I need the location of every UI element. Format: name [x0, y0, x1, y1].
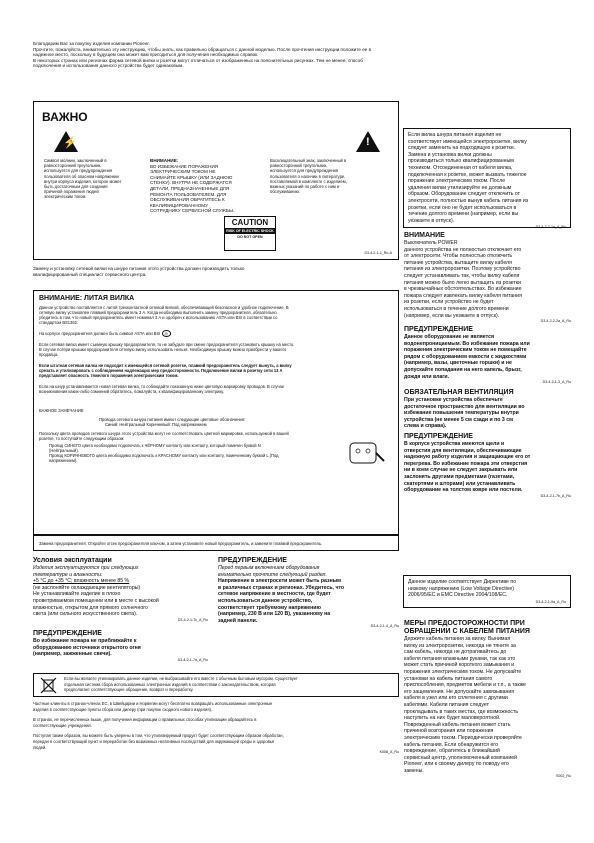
- plug-fuse-mark: На корпусе предохранителя должен быть символ ASTA или BSI ◎: [39, 331, 393, 336]
- voltage-warning: ПРЕДУПРЕЖДЕНИЕ Перед первым включением оборудования внимательно прочтите следующий раздел. Напряжение в электросети может быть разным в различных странах и регионах. Убедитесь, что сетевое напряжение в местности, где будет использоваться данное устройство, соответствует требуемому напряжению (например, 230 В или 120 В), указанному на задней панели. D3-4-2-1-4_A_Ru: [218, 557, 399, 629]
- ventilation-section: ОБЯЗАТЕЛЬНАЯ ВЕНТИЛЯЦИЯ При установке устройства обеспечьте достаточное пространство для вентиляции во избежание повышения температуры внутри устройства (не менее 5 см сзади и по 3 см слева и справа). ПРЕДУПРЕЖДЕНИЕ В корпусе устройства имеются щели и отверстия для вентиляции, обеспечивающие надежную работу изделия и защищающие его от перегрева. Во избежание пожара эти отверстия ни в коем случае не следует закрывать или заслонять другими предметами (газетами, скатертями и шторами) или устанавливать оборудование на толстом ковре или постели. D3-4-2-1-7b_A_Ru: [404, 389, 571, 498]
- operating-conditions: Условия эксплуатации Изделия эксплуатируются при следующих температуре и влажности: +5 °C до +35 °C; влажность менее 85 % (не заслоняйте охлаждающие вентиляторы) Не устанавливайте изделие в плохо проветриваемом помещении или в месте с высокой влажностью, открытом для прямого солнечного света (или сильного искусственного света). D3-4-2-1-7c_A_Ru: [33, 557, 208, 622]
- exclamation-description: Восклицательный знак, заключенный в равносторонний треугольник, используется для предупреждения пользователя о наличии в литературе, поставляемой в комплекте с изделием, важных указаний по работе с ним и обслуживанию.: [270, 158, 347, 195]
- plug-title: ВНИМАНИЕ: ЛИТАЯ ВИЛКА: [39, 295, 135, 302]
- moulded-plug-box: [33, 290, 399, 535]
- plug-paragraph-5: Если на шнур устанавливается новая сетевая вилка, то соблюдайте показанную ниже цветовую маркировку проводов. В случае возникновения каких-либо сомнений обратитесь, пожалуйста, к квалифицированному электрику.: [39, 384, 285, 394]
- lightning-description: Символ молнии, заключенный в равносторонний треугольник, используется для предупреждения пользователя об опасном напряжении внутри корпуса изделия, которое может быть достаточным для создания причиной поражения людей электрическим током.: [44, 158, 122, 200]
- water-warning: ПРЕДУПРЕЖДЕНИЕ Данное оборудование не является водонепроницаемым. Во избежание пожара или поражения электрическим током не помещайте рядом с оборудованием емкости с жидкостями (например, вазы, цветочные горшки) и не допускайте попадания на него капель, брызг, дождя или влаги. D3-4-2-1-3_A_Ru: [404, 326, 571, 385]
- plug-paragraph-1: Данное устройство поставляется с литой трехконтактной сетевой вилкой, обеспечивающей безопасное и удобное подключение. В сетевую вилку установлен плавкий предохранитель 3 А. Когда необходимо выполнить замену предохранителя, обязательно убедитесь в том, что новый предохранитель имеет номинал 3 А и одобрен к использованию ASTA или BSI в соответствии со стандартом BS1362.: [39, 305, 289, 325]
- replacement-note: Замену и установку сетевой вилки на шнуре питания этого устройства должен производить только квалифицированный специалист сервисного центра.: [33, 266, 245, 277]
- disposal-box: Если вы желаете утилизировать данное изделие, не выбрасывайте его вместе с обычным бытовым мусором. Существует отдельная система сбора использованных электронных изделий в соответствии с законодательством, которая предполагает соответствующее обращение, возврат и переработку.: [33, 673, 399, 697]
- plug-paragraph-4: Если штатная сетевая вилка не подходит к имеющейся сетевой розетке, плавкий предохранитель следует вынуть, а вилку срезать и утилизировать с соблюдением надлежащих мер предосторожности. Подключение вилки в розетку сети 13 А представляет опасность тяжелого поражения электрическим током.: [39, 363, 292, 378]
- directive-box: Данное изделие соответствует Директиве по низкому напряжению (Low Voltage Directive) 2006/95/EC и EMC Directive 2004/108/EC. D3-4-2-1-9a_A_Ru: [403, 575, 571, 608]
- fuse-replacement-box: Замена предохранителя: Откройте отсек предохранителя ключом, а затем установите новый предохранитель, и замените плавкий предохранитель.: [33, 535, 399, 551]
- exclamation-warning-icon: !: [356, 131, 380, 152]
- important-code: D3-4-2-1-1_Ru-A: [364, 251, 392, 255]
- important-title: ВАЖНО: [42, 110, 88, 124]
- disposal-text: Частные клиенты в странах-членах ЕС, в Швейцарии и Норвегии могут бесплатно возвращать использованные электронные изделия в соответствующие пункты сбора или дилеру (при покупке сходного нового изделия). В странах, не перечисленных выше, для получения информации о правильных способах утилизации обращайтесь в соответствующие учреждения. Поступая таким образом, вы можете быть уверены в том, что утилизируемый продукт будет соответствующим образом обработан, передан в соответствующий пункт и переработан без возможных негативных последствий для окружающей среды и здоровья людей. K058_A_Ru: [33, 701, 399, 755]
- plug-paragraph-3: Если сетевая вилка имеет съемную крышку предохранителя, то не забудьте при смене предохранителя установить крышку на место. В случае потери крышки предохранителя сетевую вилку использовать нельзя. Необходимую крышку можно приобрести у вашего продавца.: [39, 342, 295, 357]
- power-attention: ВНИМАНИЕ Выключатель POWER данного устройства не полностью отключает его от электросети. Чтобы полностью отключить питание устройства, вытащите вилку кабеля питания из электророзетки. Поэтому устройство следует устанавливать так, чтобы вилку кабеля питания можно было легко вытащить из розетки в чрезвычайных обстоятельствах. Во избежание пожара следует извлекать вилку кабеля питания из розетки, если устройство не будет использоваться в течение долгого времени (например, если вы уезжаете в отпуск). D3-4-2-2-2a_A_Ru: [404, 232, 571, 324]
- plug-paragraph-7: Поскольку цвета проводов сетевого шнура этого устройства могут не соответствовать цветной маркировке, используемой в вашей розетке, то поступайте следующим образом:: [39, 431, 289, 441]
- wire-colours: Провода сетевого шнура питания имеют следующие цветовые обозначения: Синий: Нейтральный Коричневый: Под напряжением: [99, 417, 246, 427]
- plug-mismatch-box: Если вилка шнура питания изделия не соответствует имеющейся электророзетке, вилку следует заменить на подходящую к розетке. Замена и установка вилки должны производиться только квалифицированным техником. Отсоединенная от кабеля вилка, подключенная к розетке, может вызвать тяжелое поражение электрическим током. После удаления вилки утилизируйте ее должным образом. Оборудование следует отключить от электросети, полностью вынув кабель питания из розетки, если оно не будет использоваться в течение долгого времени (например, если вы уезжаете в отпуск). D3-4-2-2-1a_A_Ru: [403, 128, 571, 228]
- plug-paragraph-8: Провод СИНЕГО цвета необходимо подключать к ЧЁРНОМУ контакту или контакту, который помечен буквой N (Нейтральный). Провод КОРИЧНЕВОГО цвета необходимо подключать к КРАСНОМУ контакту или контакту, помеченному буквой L (Под напряжением).: [49, 443, 279, 463]
- caution-description: ВНИМАНИЕ: ВО ИЗБЕЖАНИЕ ПОРАЖЕНИЯ ЭЛЕКТРИЧЕСКИМ ТОКОМ НЕ СНИМАЙТЕ КРЫШКУ (ИЛИ ЗАДНЮЮ СТЕНКУ). ВНУТРИ НЕ СОДЕРЖАТСЯ ДЕТАЛИ, ПРЕДНАЗНАЧЕННЫЕ ДЛЯ РЕМОНТА ПОЛЬЗОВАТЕЛЕМ. ДЛЯ ОБСЛУЖИВАНИЯ ОБРАТИТЕСЬ К КВАЛИФИЦИРОВАННОМУ СОТРУДНИКУ СЕРВИСНОЙ СЛУЖБЫ.: [150, 158, 235, 214]
- caution-label: CAUTION RISK OF ELECTRIC SHOCK DO NOT OPEN: [224, 216, 276, 251]
- lightning-warning-icon: ⚡: [54, 131, 78, 152]
- plug-diagram-icon: [344, 439, 386, 469]
- crossed-bin-icon: [40, 677, 57, 694]
- intro-text: Благодарим Вас за покупку изделия компании Pioneer. Прочтите, пожалуйста, внимательно эту инструкцию, чтобы знать, как правильно обращаться с данной моделью. После прочтения инструкции положите ее в надежное место, поскольку в будущем она может вам пригодиться для получения необходимых справок. В некоторых странах или регионах форма сетевой вилки и розетки могут отличаться от изображенных на пояснительных рисунках. Тем не менее, способ подключения и использования данного устройства будет одинаковым.: [33, 41, 372, 69]
- asta-bsi-icon: ◎: [162, 330, 172, 337]
- power-cable-section: МЕРЫ ПРЕДОСТОРОЖНОСТИ ПРИ ОБРАЩЕНИИ С КАБЕЛЕМ ПИТАНИЯ Держите кабель питания за вилку. Вынимая вилку из электророзетки, никогда не тяните за сам кабель, никогда не дотрагивайтесь до кабеля питания влажными руками, так как это может стать причиной короткого замыкания и поражения электрическим током. Не допускайте установки на кабель питания самого приспособления, предметов мебели и т.п., а также его защемления. Не допускайте завязывания кабеля в узел или его сплетения с другими кабелями. Кабели питания следует прокладывать в таких местах, где возможность наступить на них будет маловероятной. Поврежденный кабель питания может стать причиной возгорания или поражения электрическим током. Периодически проверяйте кабель питания. Если обнаружится его повреждение, обратитесь в ближайший сервисный центр, уполномоченный компанией Pioneer, или к своему дилеру по поводу его замены. S002_Ru: [404, 620, 571, 779]
- important-box: [33, 101, 399, 260]
- important-note-title: ВАЖНОЕ ЗАМЕЧАНИЕ: [39, 408, 84, 413]
- fire-warning: ПРЕДУПРЕЖДЕНИЕ Во избежание пожара не приближайте к оборудованию источники открытого огня (например, зажженные свечи). D3-4-2-1-7a_A_Ru: [33, 630, 208, 662]
